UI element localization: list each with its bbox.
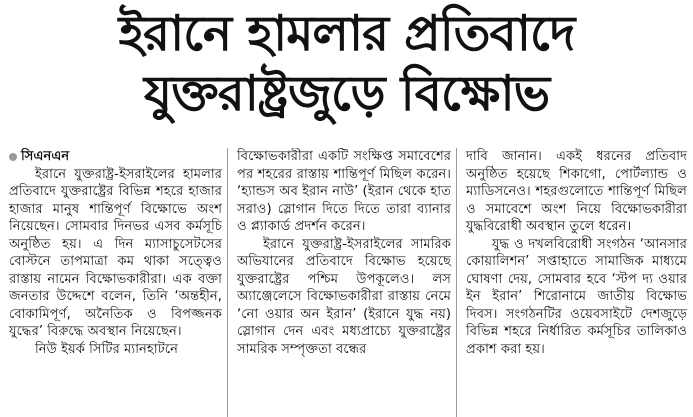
article-paragraph: বিক্ষোভকারীরা একটি সংক্ষিপ্ত সমাবেশের পর শহরের রাস্তায় শান্তিপূর্ণ মিছিল করেন। ‘হ্যান্ডস অব ইরান নাউ’ (ইরান থেকে হাত সরাও) স্লোগান দিতে দিতে তারা ব্যানার ও প্ল্যাকার্ড প্রদর্শন করেন।: [237, 149, 451, 234]
headline-line-2: যুক্তরাষ্ট্রজুড়ে বিক্ষোভ: [143, 65, 550, 122]
headline: [0, 0, 693, 130]
article-paragraph: ইরানে যুক্তরাষ্ট্র-ইসরাইলের সামরিক অভিযানের প্রতিবাদে বিক্ষোভ হয়েছে যুক্তরাষ্ট্রের পশ্চিম উপকূলেও। লস অ্যাঞ্জেলেসে বিক্ষোভকারীরা রাস্তায় নেমে ‘নো ওয়ার অন ইরান’ (ইরানে যুদ্ধ নয়) স্লোগান দেন এবং মধ্যপ্রাচ্যে যুক্তরাষ্ট্রের সামরিক সম্পৃক্ততা বন্ধের: [237, 236, 451, 357]
byline-source: সিএনএন: [21, 149, 70, 164]
article-paragraph: নিউ ইয়র্ক সিটির ম্যানহাটনে: [35, 341, 178, 357]
article-paragraph: দাবি জানান। একই ধরনের প্রতিবাদ অনুষ্ঠিত হয়েছে শিকাগো, পোর্টল্যান্ড ও ম্যাডিসনেও। শহরগুলোতে শান্তিপূর্ণ মিছিল ও সমাবেশে অংশ নিয়ে বিক্ষোভকারীরা যুদ্ধবিরোধী অবস্থান তুলে ধরেন।: [466, 149, 687, 234]
article-column-2: [228, 148, 457, 417]
bullet-dot-icon: [9, 153, 17, 161]
article-paragraph: ইরানে যুক্তরাষ্ট্র-ইসরাইলের হামলার প্রতিবাদে যুক্তরাষ্ট্রের বিভিন্ন শহরে হাজার হাজার মানুষ শান্তিপূর্ণ বিক্ষোভে অংশ নিয়েছেন। সোমবার দিনভর এসব কর্মসূচি অনুষ্ঠিত হয়। এ দিন ম্যাসাচুসেটসের বোস্টনে তাপমাত্রা কম থাকা সত্ত্বেও রাস্তায় নামেন বিক্ষোভকারীরা। এক বক্তা জনতার উদ্দেশে বলেন, তিনি ‘অন্তহীন, বোকামিপূর্ণ, অনৈতিক ও বিপজ্জনক যুদ্ধের’ বিরুদ্ধে অবস্থান নিয়েছেন।: [9, 166, 222, 339]
headline-line-1: ইরানে হামলার প্রতিবাদে: [118, 5, 575, 62]
article-column-3: [457, 148, 692, 417]
byline: [9, 148, 222, 166]
article-column-1: [4, 148, 228, 417]
article-paragraph: যুদ্ধ ও দখলবিরোধী সংগঠন ‘আনসার কোয়ালিশন’ সপ্তাহাতে সামাজিক মাধ্যমে ঘোষণা দেয়, সোমবার হবে ‘স্টপ দ্য ওয়ার ইন ইরান’ শিরোনামে জাতীয় বিক্ষোভ দিবস। সংগঠনটির ওয়েবসাইটে দেশজুড়ে বিভিন্ন শহরে নির্ধারিত কর্মসূচির তালিকাও প্রকাশ করা হয়।: [466, 236, 687, 357]
article-body: [4, 148, 692, 417]
